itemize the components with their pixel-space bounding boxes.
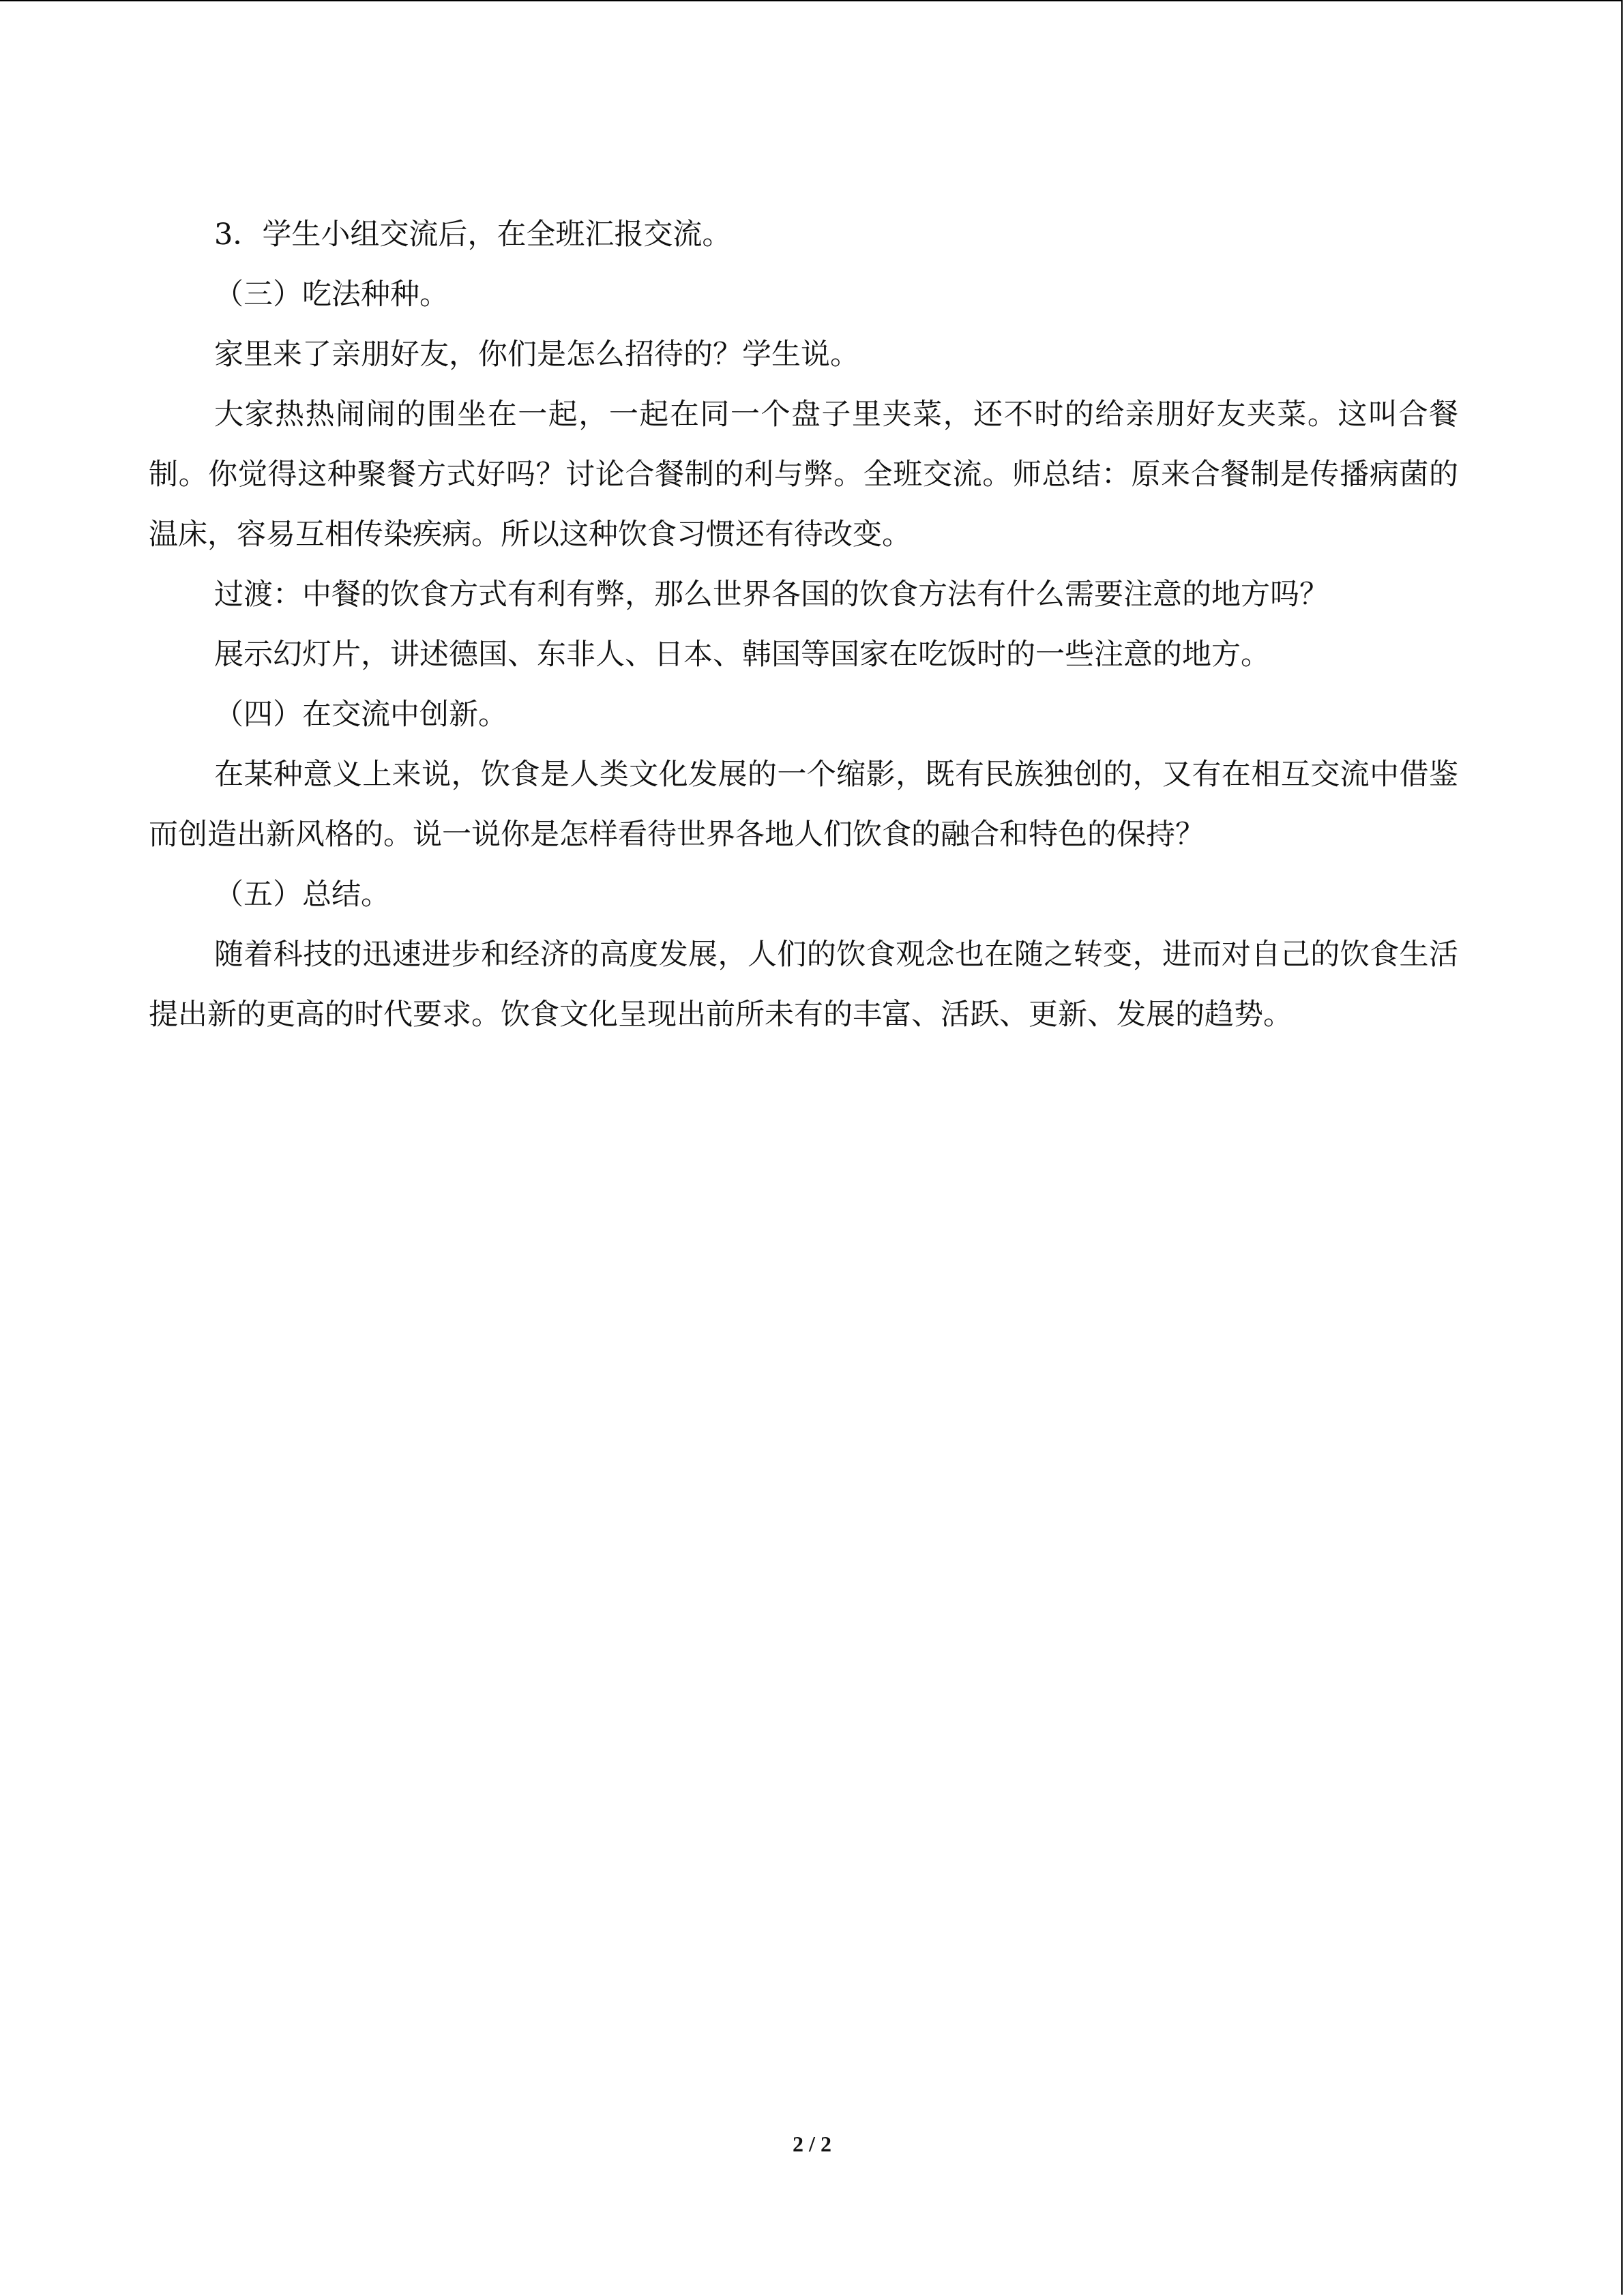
- paragraph-shared-dining: 大家热热闹闹的围坐在一起，一起在同一个盘子里夹菜，还不时的给亲朋好友夹菜。这叫合餐制。你觉得这种聚餐方式好吗？讨论合餐制的利与弊。全班交流。师总结：原来合餐制是传播病菌的温床，容易互相传染疾病。所以这种饮食习惯还有待改变。: [149, 398, 1458, 552]
- paragraph-slideshow: 展示幻灯片，讲述德国、东非人、日本、韩国等国家在吃饭时的一些注意的地方。: [214, 638, 1270, 672]
- page-number: 2 / 2: [793, 2132, 831, 2156]
- section-heading-innovation: （四）在交流中创新。: [214, 698, 507, 732]
- paragraph-summary: 随着科技的迅速进步和经济的高度发展，人们的饮食观念也在随之转变，进而对自己的饮食生活提出新的更高的时代要求。饮食文化呈现出前所未有的丰富、活跃、更新、发展的趋势。: [149, 938, 1458, 1032]
- paragraph-step-3: 3．学生小组交流后，在全班汇报交流。: [214, 218, 732, 252]
- paragraph-food-culture: 在某种意义上来说，饮食是人类文化发展的一个缩影，既有民族独创的，又有在相互交流中借鉴而创造出新风格的。说一说你是怎样看待世界各地人们饮食的融合和特色的保持？: [149, 758, 1458, 852]
- section-heading-eating-methods: （三）吃法种种。: [214, 278, 449, 312]
- paragraph-transition: 过渡：中餐的饮食方式有利有弊，那么世界各国的饮食方法有什么需要注意的地方吗？: [214, 578, 1329, 612]
- paragraph-hosting-guests: 家里来了亲朋好友，你们是怎么招待的？学生说。: [214, 338, 859, 372]
- section-heading-summary: （五）总结。: [214, 878, 390, 912]
- document-body: [149, 205, 1458, 1045]
